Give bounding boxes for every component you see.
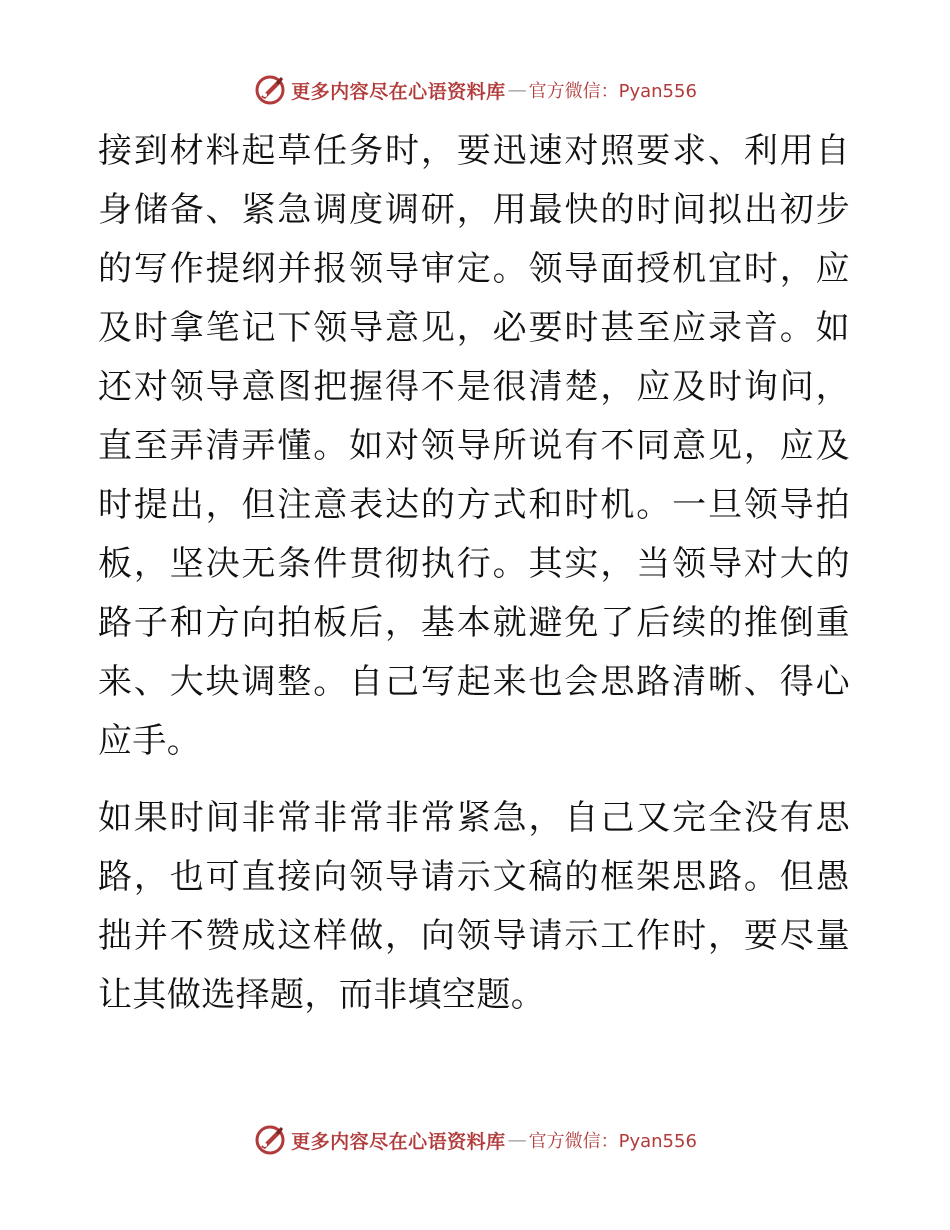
document-body <box>98 122 850 1025</box>
header-contact-text: 官方微信：Pyan556 <box>528 81 697 102</box>
header-brand-text: 更多内容尽在心语资料库 <box>291 80 506 103</box>
pen-logo-icon <box>253 73 287 107</box>
footer-brand-text: 更多内容尽在心语资料库 <box>291 1130 506 1153</box>
footer-separator: — <box>507 1129 527 1151</box>
header-banner <box>0 70 950 110</box>
footer-banner <box>0 1120 950 1160</box>
paragraph-2: 如果时间非常非常非常紧急，自己又完全没有思路，也可直接向领导请示文稿的框架思路。但愚拙并不赞成这样做，向领导请示工作时，要尽量让其做选择题，而非填空题。 <box>98 798 850 1015</box>
paragraph-1: 接到材料起草任务时，要迅速对照要求、利用自身储备、紧急调度调研，用最快的时间拟出初步的写作提纲并报领导审定。领导面授机宜时，应及时拿笔记下领导意见，必要时甚至应录音。如还对领导意图把握得不是很清楚，应及时询问，直至弄清弄懂。如对领导所说有不同意见，应及时提出，但注意表达的方式和时机。一旦领导拍板，坚决无条件贯彻执行。其实，当领导对大的路子和方向拍板后，基本就避免了后续的推倒重来、大块调整。自己写起来也会思路清晰、得心应手。 <box>98 131 850 761</box>
footer-contact-text: 官方微信：Pyan556 <box>528 1131 697 1152</box>
header-separator: — <box>507 79 527 101</box>
pen-logo-icon <box>253 1123 287 1157</box>
